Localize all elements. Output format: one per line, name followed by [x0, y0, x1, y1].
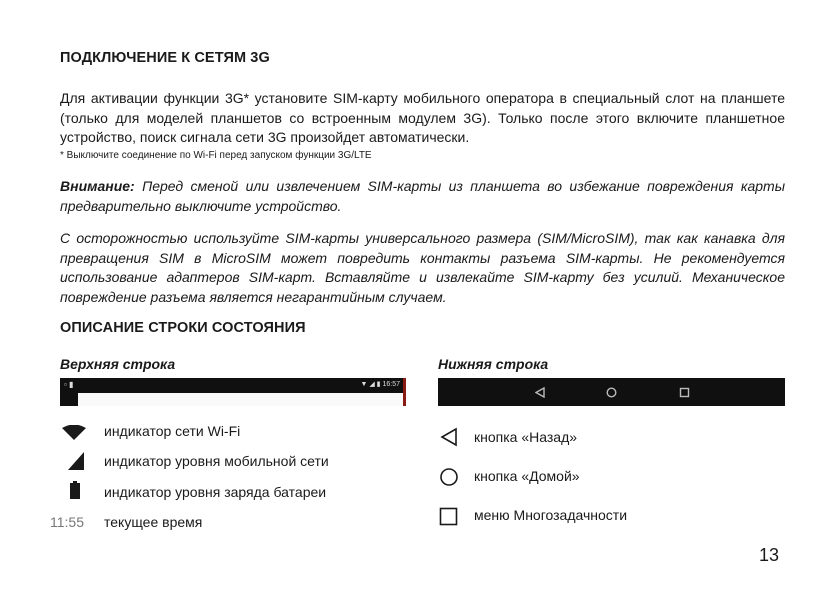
status-bar-right: ▼ ◢ ▮ 16:57	[360, 381, 400, 388]
wifi-icon	[62, 425, 86, 441]
section-heading-statusbar: ОПИСАНИЕ СТРОКИ СОСТОЯНИЯ	[60, 320, 306, 336]
footnote: * Выключите соединение по Wi-Fi перед запуском функции 3G/LTE	[60, 150, 372, 161]
legend-home: кнопка «Домой»	[474, 468, 580, 484]
paragraph-3g-activation: Для активации функции 3G* установите SIM-карту мобильного оператора в специальный слот на планшете (только для моделей планшетов со встроенным модулем 3G). Только после этого включите планшетное устройство, поиск сигнала сети 3G произойдет автоматически.	[60, 90, 785, 145]
home-icon	[439, 467, 459, 487]
nav-recents-icon	[679, 387, 690, 398]
bottom-nav-bar-image	[438, 378, 785, 406]
top-bar-title: Верхняя строка	[60, 356, 176, 372]
section-heading-3g: ПОДКЛЮЧЕНИЕ К СЕТЯМ 3G	[60, 50, 270, 66]
back-icon	[440, 427, 458, 447]
warning-paragraph	[60, 177, 785, 216]
multitask-icon	[439, 507, 458, 526]
battery-icon	[70, 481, 80, 499]
legend-time: текущее время	[104, 514, 203, 530]
warning-label: Внимание:	[60, 178, 135, 194]
legend-signal: индикатор уровня мобильной сети	[104, 453, 329, 469]
legend-wifi: индикатор сети Wi-Fi	[104, 423, 241, 439]
top-status-bar-image	[60, 378, 406, 406]
sim-caution-paragraph: С осторожностью используйте SIM-карты универсального размера (SIM/MicroSIM), так как канавка для превращения SIM в MicroSIM может повредить контакты разъема SIM-карты. Не рекомендуется использование адаптеров SIM-карт. Вставляйте и извлекайте SIM-карту без усилий. Механическое повреждение разъема является негарантийным случаем.	[60, 230, 785, 305]
bottom-bar-title: Нижняя строка	[438, 356, 549, 372]
legend-battery: индикатор уровня заряда батареи	[104, 484, 327, 500]
legend-multitask: меню Многозадачности	[474, 507, 628, 523]
signal-icon	[68, 452, 84, 470]
nav-home-icon	[606, 387, 617, 398]
legend-back: кнопка «Назад»	[474, 429, 578, 445]
nav-back-icon	[535, 387, 545, 398]
page-number: 13	[758, 545, 779, 565]
time-sample: 11:55	[50, 514, 84, 530]
warning-text: Перед сменой или извлечением SIM-карты из планшета во избежание повреждения карты предварительно выключите устройство.	[60, 178, 785, 214]
notification-icons: ▫ ▮	[64, 380, 74, 389]
status-clock: 16:57	[382, 381, 400, 388]
